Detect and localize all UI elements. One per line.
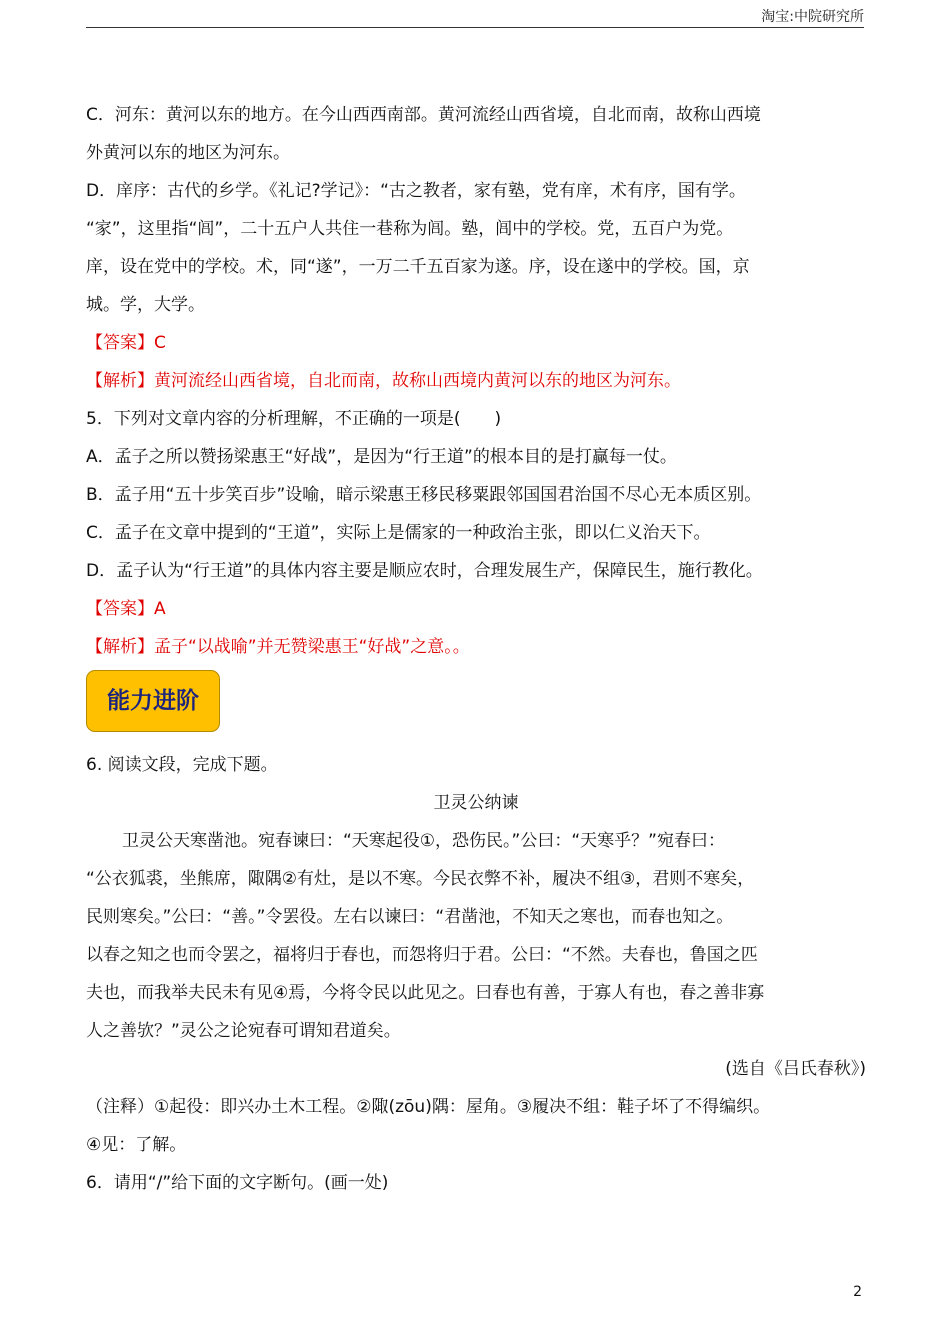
passage-line-5: 夫也，而我举夫民未有见④焉，今将令民以此见之。曰春也有善，于寡人有也，春之善非寡 bbox=[86, 983, 765, 1003]
q4-option-c-line1: C．河东：黄河以东的地方。在今山西西南部。黄河流经山西省境，自北而南，故称山西境 bbox=[86, 105, 761, 125]
document-body bbox=[86, 96, 866, 1202]
q5-option-d: D．孟子认为“行王道”的具体内容主要是顺应农时，合理发展生产，保障民生，施行教化。 bbox=[86, 561, 763, 581]
passage-line-2: “公衣狐裘，坐熊席，陬隅②有灶，是以不寒。今民衣弊不补，履决不组③，君则不寒矣， bbox=[86, 869, 755, 889]
q5-option-c: C．孟子在文章中提到的“王道”，实际上是儒家的一种政治主张，即以仁义治天下。 bbox=[86, 523, 711, 543]
page-number: 2 bbox=[853, 1284, 862, 1300]
q4-option-d-line2: “家”，这里指“闾”，二十五户人共住一巷称为闾。塾，闾中的学校。党，五百户为党。 bbox=[86, 219, 734, 239]
passage-line-4: 以春之知之也而令罢之，福将归于春也，而怨将归于君。公曰：“不然。夫春也，鲁国之匹 bbox=[86, 945, 758, 965]
q4-option-d-line4: 城。学，大学。 bbox=[86, 295, 205, 315]
passage-title: 卫灵公纳谏 bbox=[433, 793, 519, 813]
q5-option-b: B．孟子用“五十步笑百步”设喻，暗示梁惠王移民移粟跟邻国国君治国不尽心无本质区别。 bbox=[86, 485, 762, 505]
passage-line-6: 人之善欤？”灵公之论宛春可谓知君道矣。 bbox=[86, 1021, 401, 1041]
section-badge-wrap bbox=[86, 666, 866, 746]
q5-analysis: 【解析】孟子“以战喻”并无赞梁惠王“好战”之意。。 bbox=[86, 637, 470, 657]
header-text: 淘宝:中院研究所 bbox=[761, 9, 864, 25]
passage-line-3: 民则寒矣。”公曰：“善。”令罢役。左右以谏曰：“君凿池，不知天之寒也，而春也知之。 bbox=[86, 907, 734, 927]
q5-option-a: A．孟子之所以赞扬梁惠王“好战”，是因为“行王道”的根本目的是打赢每一仗。 bbox=[86, 447, 677, 467]
q4-option-c-line2: 外黄河以东的地区为河东。 bbox=[86, 143, 290, 163]
q5-stem: 5．下列对文章内容的分析理解，不正确的一项是( ) bbox=[86, 409, 502, 429]
q4-option-d-line1: D．庠序：古代的乡学。《礼记?学记》：“古之教者，家有塾，党有庠，术有序，国有学。 bbox=[86, 181, 746, 201]
notes-line-2: ④见：了解。 bbox=[86, 1135, 187, 1155]
q5-answer: 【答案】A bbox=[86, 599, 166, 619]
section-badge: 能力进阶 bbox=[86, 670, 220, 732]
header-rule bbox=[86, 27, 864, 28]
passage-line-1: 卫灵公天寒凿池。宛春谏曰：“天寒起役①，恐伤民。”公曰：“天寒乎？”宛春曰： bbox=[122, 831, 725, 851]
q4-analysis: 【解析】黄河流经山西省境，自北而南，故称山西境内黄河以东的地区为河东。 bbox=[86, 371, 681, 391]
q4-answer: 【答案】C bbox=[86, 333, 166, 353]
notes-line-1: （注释）①起役：即兴办土木工程。②陬(zōu)隅：屋角。③履决不组：鞋子坏了不得编织。 bbox=[86, 1097, 771, 1117]
passage-source: (选自《吕氏春秋》) bbox=[725, 1059, 866, 1079]
q6-sub-question: 6．请用“/”给下面的文字断句。(画一处) bbox=[86, 1173, 389, 1193]
q4-option-d-line3: 庠，设在党中的学校。术，同“遂”，一万二千五百家为遂。序，设在遂中的学校。国，京 bbox=[86, 257, 750, 277]
q6-intro: 6. 阅读文段，完成下题。 bbox=[86, 755, 278, 775]
